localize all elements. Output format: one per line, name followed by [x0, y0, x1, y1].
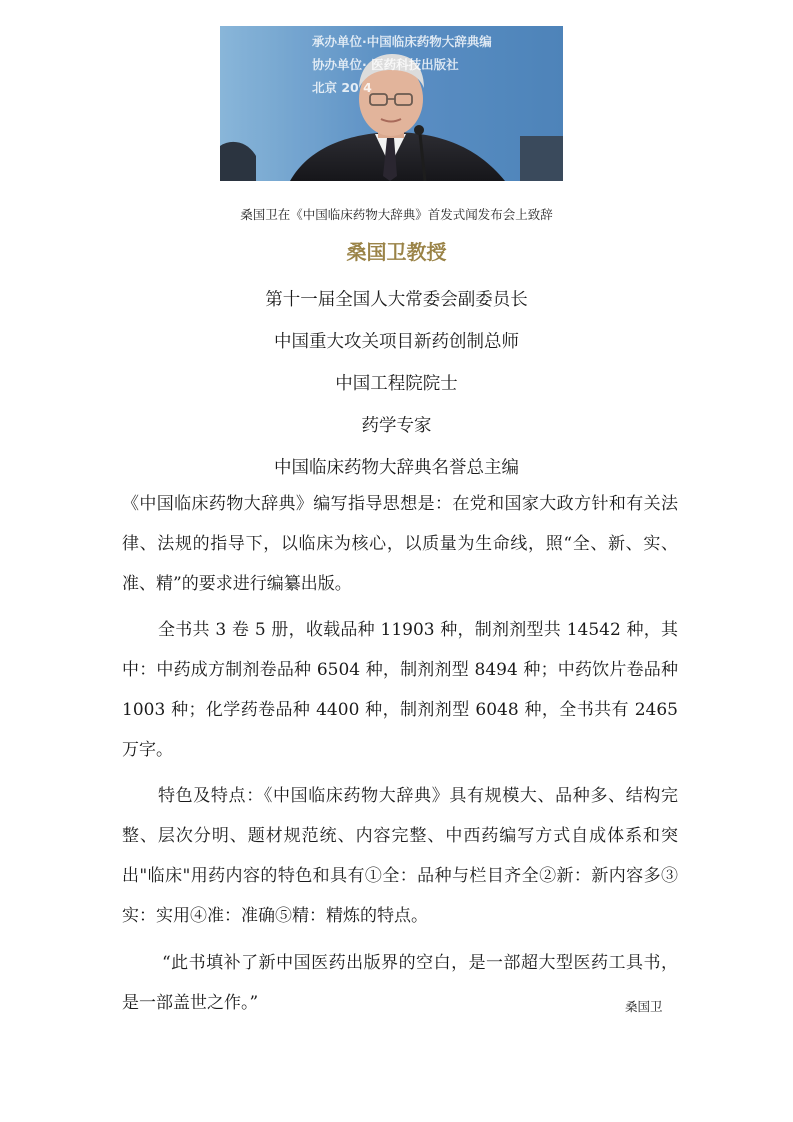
paragraph-guiding-idea: 《中国临床药物大辞典》编写指导思想是：在党和国家大政方针和有关法律、法规的指导下，以临床为核心，以质量为生命线，照“全、新、实、准、精”的要求进行编纂出版。	[122, 494, 678, 594]
title-line: 中国工程院院士	[335, 374, 458, 394]
person-name-heading: 桑国卫教授	[346, 240, 447, 264]
title-line: 中国临床药物大辞典名誉总主编	[274, 458, 519, 478]
title-line: 第十一届全国人大常委会副委员长	[265, 290, 528, 310]
quote-signature: 桑国卫	[625, 999, 663, 1014]
paragraph-book-stats: 全书共 3 卷 5 册，收载品种 11903 种，制剂剂型共 14542 种，其中：中药成方制剂卷品种 6504 种，制剂剂型 8494 种；中药饮片卷品种 1003 种；化学药卷品种 4400 种，制剂剂型 6048 种，全书共有 2465 万字。	[122, 620, 678, 760]
banner-line-2: 协办单位· 医药科技出版社	[312, 57, 459, 72]
banner-line-1: 承办单位·中国临床药物大辞典编	[312, 34, 492, 49]
photo-caption: 桑国卫在《中国临床药物大辞典》首发式闻发布会上致辞	[240, 207, 553, 222]
banner-line-3: 北京 20 4	[312, 80, 372, 95]
title-line: 中国重大攻关项目新药创制总师	[274, 332, 519, 352]
paragraph-features: 特色及特点：《中国临床药物大辞典》具有规模大、品种多、结构完整、层次分明、题材规范统、内容完整、中西药编写方式自成体系和突出"临床"用药内容的特色和具有①全：品种与栏目齐全②新：新内容多③实：实用④准：准确⑤精：精炼的特点。	[122, 786, 678, 926]
title-line: 药学专家	[361, 416, 432, 436]
speaker-photo	[220, 26, 563, 181]
paragraph-quote: “此书填补了新中国医药出版界的空白，是一部超大型医药工具书，是一部盖世之作。”	[122, 953, 678, 1013]
